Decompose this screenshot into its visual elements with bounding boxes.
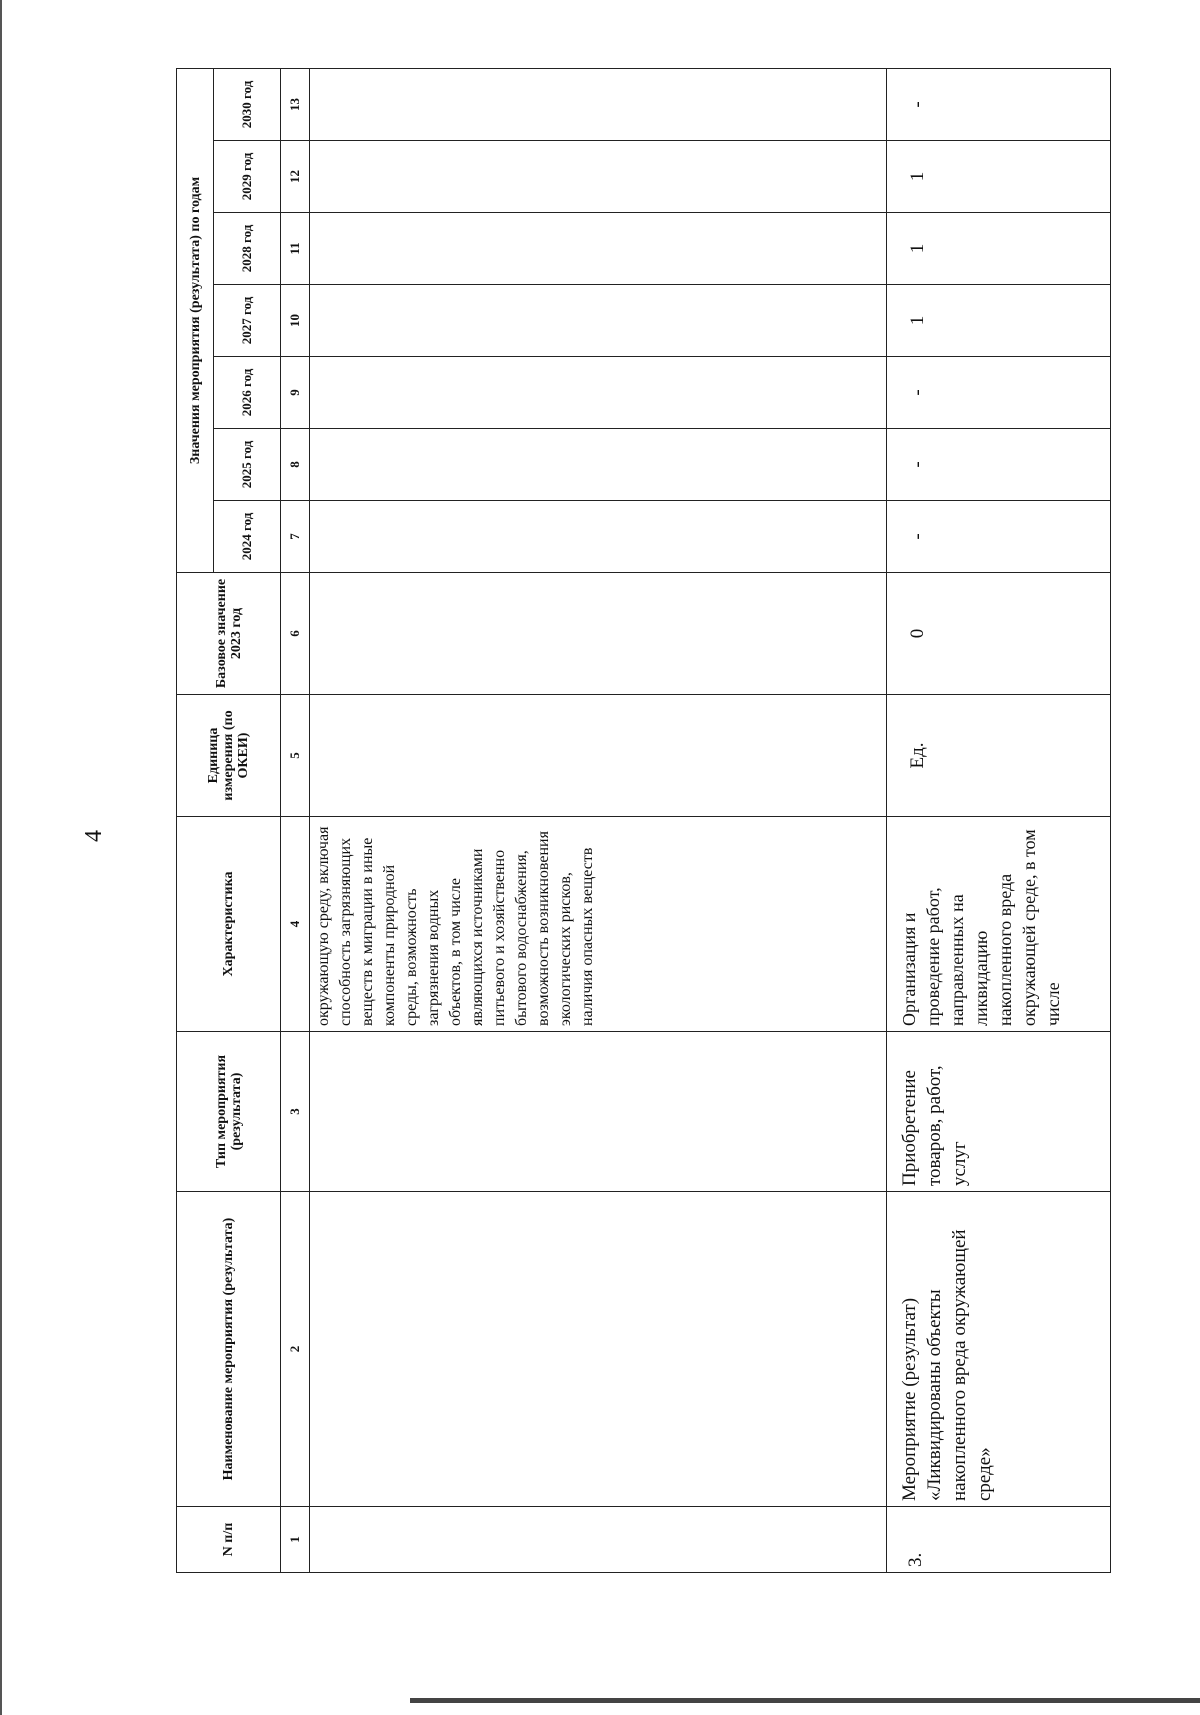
cell-unit <box>310 695 887 817</box>
header-unit: Единица измерения (по ОКЕИ) <box>177 695 281 817</box>
cell-value-2030: - <box>887 68 1111 140</box>
header-years-group: Значения мероприятия (результата) по годам <box>177 68 214 572</box>
table-row <box>887 68 1111 1572</box>
column-number: 7 <box>281 501 310 573</box>
cell-value-2025 <box>310 429 887 501</box>
cell-value-2024 <box>310 501 887 573</box>
cell-value-2029: 1 <box>887 141 1111 213</box>
cell-unit: Ед. <box>887 695 1111 817</box>
page-number: 4 <box>81 830 107 842</box>
header-name: Наименование мероприятия (результата) <box>177 1192 281 1507</box>
cell-base <box>310 573 887 695</box>
header-year-2025: 2025 год <box>214 429 281 501</box>
header-year-2024: 2024 год <box>214 501 281 573</box>
cell-value-2026 <box>310 357 887 429</box>
cell-characteristic: Организация и проведение работ, направленных на ликвидацию накопленного вреда окружающей среде, в том числе <box>887 817 1111 1032</box>
column-number: 11 <box>281 213 310 285</box>
cell-name: Мероприятие (результат) «Ликвидированы объекты накопленного вреда окружающей среде» <box>887 1192 1111 1507</box>
cell-value-2026: - <box>887 357 1111 429</box>
header-year-2026: 2026 год <box>214 357 281 429</box>
cell-value-2028 <box>310 213 887 285</box>
cell-value-2027: 1 <box>887 285 1111 357</box>
column-number: 13 <box>281 68 310 140</box>
cell-characteristic: окружающую среду, включая способность загрязняющих веществ к миграции в иные компоненты природной среды, возможность загрязнения водных объектов, в том числе являющихся источниками питьевого и хозяйственно бытового водоснабжения, возможность возникновения экологических рисков, наличия опасных веществ <box>310 817 887 1032</box>
header-year-2027: 2027 год <box>214 285 281 357</box>
results-table <box>176 68 1111 1573</box>
header-base: Базовое значение 2023 год <box>177 573 281 695</box>
header-row-1 <box>177 68 214 1572</box>
cell-n: 3. <box>887 1507 1111 1573</box>
cell-type: Приобретение товаров, работ, услуг <box>887 1032 1111 1192</box>
column-number: 9 <box>281 357 310 429</box>
column-number: 2 <box>281 1192 310 1507</box>
column-number: 5 <box>281 695 310 817</box>
header-year-2030: 2030 год <box>214 68 281 140</box>
table-row <box>310 68 887 1572</box>
cell-value-2024: - <box>887 501 1111 573</box>
cell-base: 0 <box>887 573 1111 695</box>
scan-edge-line <box>0 0 2 1715</box>
results-table-container <box>176 78 1096 1573</box>
header-type: Тип мероприятия (результата) <box>177 1032 281 1192</box>
scan-bottom-bar <box>410 1698 1200 1703</box>
cell-value-2025: - <box>887 429 1111 501</box>
cell-type <box>310 1032 887 1192</box>
cell-value-2027 <box>310 285 887 357</box>
header-year-2029: 2029 год <box>214 141 281 213</box>
header-year-2028: 2028 год <box>214 213 281 285</box>
cell-value-2030 <box>310 68 887 140</box>
header-n: N п/п <box>177 1507 281 1573</box>
column-numbers-row <box>281 68 310 1572</box>
column-number: 8 <box>281 429 310 501</box>
column-number: 12 <box>281 141 310 213</box>
cell-value-2028: 1 <box>887 213 1111 285</box>
column-number: 4 <box>281 817 310 1032</box>
cell-value-2029 <box>310 141 887 213</box>
cell-name <box>310 1192 887 1507</box>
cell-n <box>310 1507 887 1573</box>
column-number: 6 <box>281 573 310 695</box>
column-number: 3 <box>281 1032 310 1192</box>
header-characteristic: Характеристика <box>177 817 281 1032</box>
column-number: 10 <box>281 285 310 357</box>
column-number: 1 <box>281 1507 310 1573</box>
